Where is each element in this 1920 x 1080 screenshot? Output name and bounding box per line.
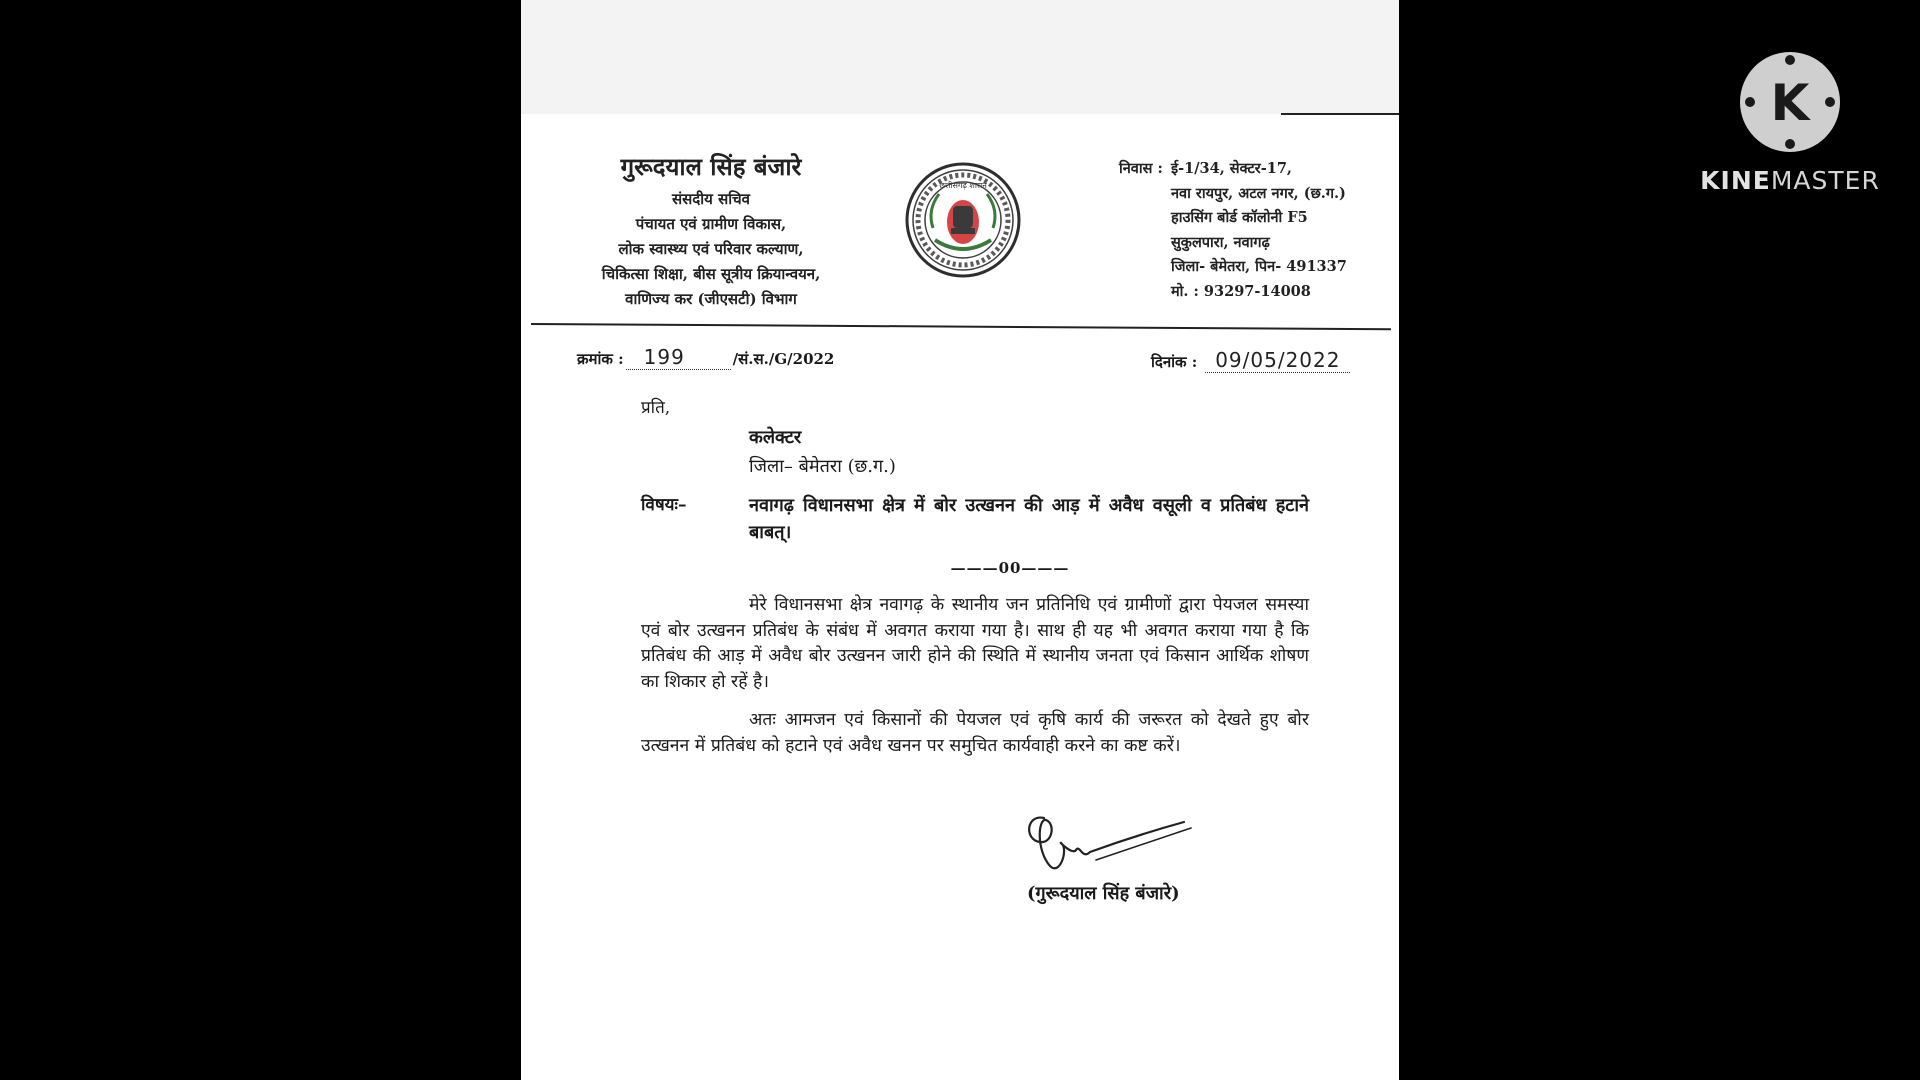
address-line: जिला- बेमेतरा, पिन- 491337 [1171,258,1347,275]
address-label: निवास : [1119,160,1163,177]
signatory-name: (गुरूदयाल सिंह बंजारे) [1027,883,1180,904]
mobile-number: मो. : 93297-14008 [1171,282,1311,300]
date-handwritten-value: 09/05/2022 [1205,348,1350,373]
state-emblem-icon [903,158,1023,286]
letterhead-sender [561,150,861,312]
section-divider: ———00——— [950,559,1070,577]
handwritten-signature [1016,800,1216,890]
address-line: ई-1/34, सेक्टर-17, [1171,160,1292,177]
letter-page [521,0,1399,1080]
reference-number [577,345,834,370]
sender-department-line: लोक स्वास्थ्य एवं परिवार कल्याण, [618,240,804,258]
salutation: प्रति, [641,398,671,418]
kinemaster-watermark [1685,50,1895,195]
sender-designation: संसदीय सचिव [672,190,750,208]
address-line: सुकुलपारा, नवागढ़ [1171,233,1270,251]
reference-label: क्रमांक : [577,350,624,368]
wordmark-bold: KINE [1700,166,1771,195]
sender-department-line: वाणिज्य कर (जीएसटी) विभाग [625,290,797,308]
letterhead-divider [531,323,1391,330]
recipient-title: कलेक्टर [749,427,802,448]
logo-letter: K [1770,74,1810,132]
subject-label: विषयः– [641,495,687,515]
reference-handwritten-number: 199 [626,345,731,370]
letter-date [1151,348,1350,373]
address-line: नवा रायपुर, अटल नगर, (छ.ग.) [1171,184,1346,202]
wordmark-regular: MASTER [1770,166,1880,195]
reference-suffix: /सं.स./G/2022 [732,350,835,368]
sender-department-line: चिकित्सा शिक्षा, बीस सूत्रीय क्रियान्वयन, [601,265,821,283]
address-line: हाउसिंग बोर्ड कॉलोनी F5 [1171,209,1308,226]
subject-text: नवागढ़ विधानसभा क्षेत्र में बोर उत्खनन की आड़ में अवैध वसूली व प्रतिबंध हटाने बाबत्। [749,495,1309,543]
sender-name: गुरूदयाल सिंह बंजारे [620,152,802,181]
sender-department-line: पंचायत एवं ग्रामीण विकास, [635,215,787,233]
letterhead-address [1119,157,1399,304]
letter-content [521,0,1399,1080]
date-label: दिनांक : [1151,353,1198,371]
recipient-district: जिला– बेमेतरा (छ.ग.) [749,456,896,477]
emblem-text: छत्तीसगढ़ शासन [939,181,987,190]
recipient-block [749,424,896,481]
body-paragraph: अतः आमजन एवं किसानों की पेयजल एवं कृषि कार्य की जरूरत को देखते हुए बोर उत्खनन में प्रतिबंध को हटाने एवं अवैध खनन पर समुचित कार्यवाही करने का कष्ट करें। [641,710,1309,756]
kinemaster-logo-icon [1738,50,1842,154]
body-paragraph: मेरे विधानसभा क्षेत्र नवागढ़ के स्थानीय जन प्रतिनिधि एवं ग्रामीणों द्वारा पेयजल समस्या एवं बोर उत्खनन प्रतिबंध के संबंध में अवगत कराया गया है। साथ ही यह भी अवगत कराया गया है कि प्रतिबंध की आड़ में अवैध बोर उत्खनन जारी होने की स्थिति में स्थानीय जनता एवं किसान आर्थिक शोषण का शिकार हो रहें है। [641,595,1309,692]
kinemaster-wordmark [1685,166,1895,195]
